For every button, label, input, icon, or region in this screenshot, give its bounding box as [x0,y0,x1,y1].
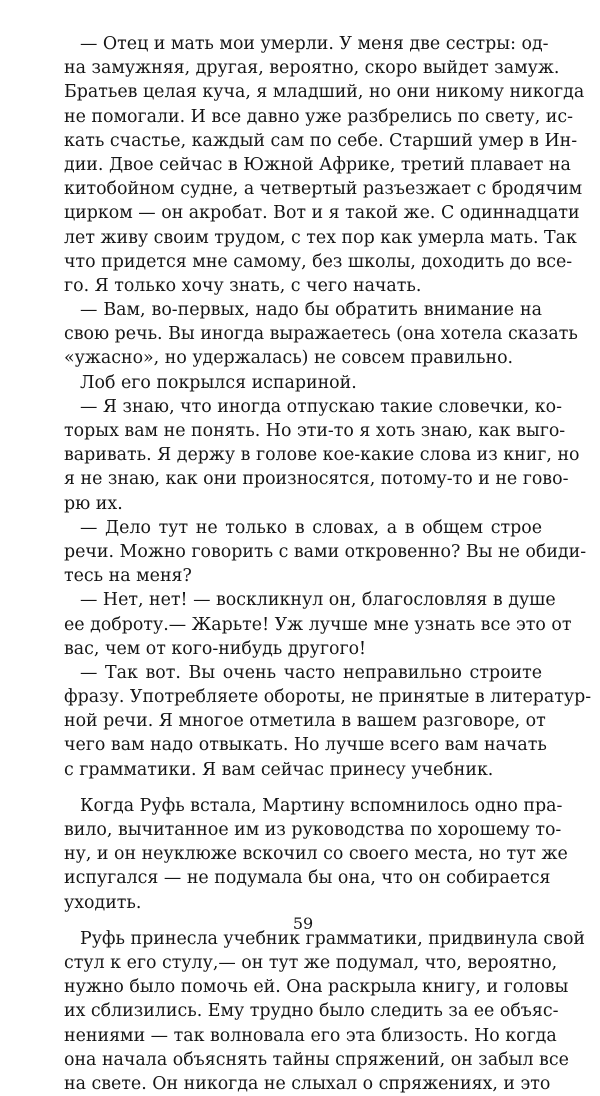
paragraph-gap [64,782,542,794]
text-line: не помогали. И все давно уже разбрелись по свету, ис- [64,106,573,127]
text-line: вило, вычитанное им из руководства по хорошему то- [64,820,562,840]
text-line: их сблизились. Ему трудно было следить за ее объяс- [64,1001,559,1022]
text-line: — Нет, нет! — воскликнул он, благословляя в душе [80,590,556,611]
text-line: «ужасно», но удержалась) не совсем правильно. [64,348,514,369]
text-line: Братьев целая куча, я младший, но они никому никогда [64,82,585,103]
text-line: — Так вот. Вы очень часто неправильно строите [80,662,542,683]
text-line: стул к его стулу,— он тут же подумал, что, вероятно, [64,952,558,973]
book-page [64,32,592,1094]
text-line: Лоб его покрылся испариной. [80,372,357,393]
text-line: Руфь принесла учебник грамматики, придвинула свой [80,928,586,949]
text-line: китобойном судне, а четвертый разъезжает с бродячим [64,179,583,200]
text-line: лет живу своим трудом, с тех пор как умерла мать. Так [64,227,577,248]
text-line: дии. Двое сейчас в Южной Африке, третий плавает на [64,154,571,175]
text-line: нениями — так волновала его эта близость. Но когда [64,1025,557,1046]
page-number: 59 [292,914,314,933]
text-line: чего вам надо отвыкать. Но лучше всего вам начать [64,735,547,756]
text-line: я не знаю, как они произносятся, потому-то и не гово- [64,469,569,490]
text-line: — Вам, во-первых, надо бы обратить внимание на [80,300,542,321]
text-line: с грамматики. Я вам сейчас принесу учебник. [64,759,494,780]
text-line: свою речь. Вы иногда выражаетесь (она хотела сказать [64,324,578,345]
text-line: кать счастье, каждый сам по себе. Старший умер в Ин- [64,130,578,151]
text-line: нужно было помочь ей. Она раскрыла книгу, и головы [64,977,569,998]
text-line: что придется мне самому, без школы, доходить до все- [64,251,573,272]
text-line: она начала объяснять тайны спряжений, он забыл все [64,1049,569,1070]
text-line: Когда Руфь встала, Мартину вспомнилось одно пра- [80,795,563,816]
text-line: ну, и он неуклюже вскочил со своего места, но тут же [64,844,568,865]
text-line: — Отец и мать мои умерли. У меня две сестры: од- [80,34,549,54]
text-line: вас, чем от кого-нибудь другого! [64,638,367,659]
text-line: — Дело тут не только в словах, а в общем строе [80,517,542,538]
text-line: речи. Можно говорить с вами откровенно? Вы не обиди- [64,541,587,562]
page-text [64,32,592,1096]
text-line: на свете. Он никогда не слыхал о спряжениях, и это [64,1073,551,1094]
text-line: — Я знаю, что иногда отпускаю такие словечки, ко- [80,396,563,417]
text-line: ее доброту.— Жарьте! Уж лучше мне узнать все это от [64,614,572,635]
text-line: фразу. Употребляете обороты, не принятые в литератур- [64,687,592,708]
text-line: уходить. [64,892,142,913]
text-line: варивать. Я держу в голове кое-какие слова из книг, но [64,445,580,466]
text-line: испугался — не подумала бы она, что он собирается [64,868,551,889]
text-line: цирком — он акробат. Вот и я такой же. С одиннадцати [64,203,580,224]
text-line: на замужняя, другая, вероятно, скоро выйдет замуж. [64,58,560,79]
text-line: торых вам не понять. Но эти-то я хоть знаю, как выго- [64,421,566,441]
text-line: го. Я только хочу знать, с чего начать. [64,275,422,296]
text-line: ной речи. Я многое отметила в вашем разговоре, от [64,711,546,732]
text-line: рю их. [64,493,123,514]
text-line: тесь на меня? [64,566,192,587]
